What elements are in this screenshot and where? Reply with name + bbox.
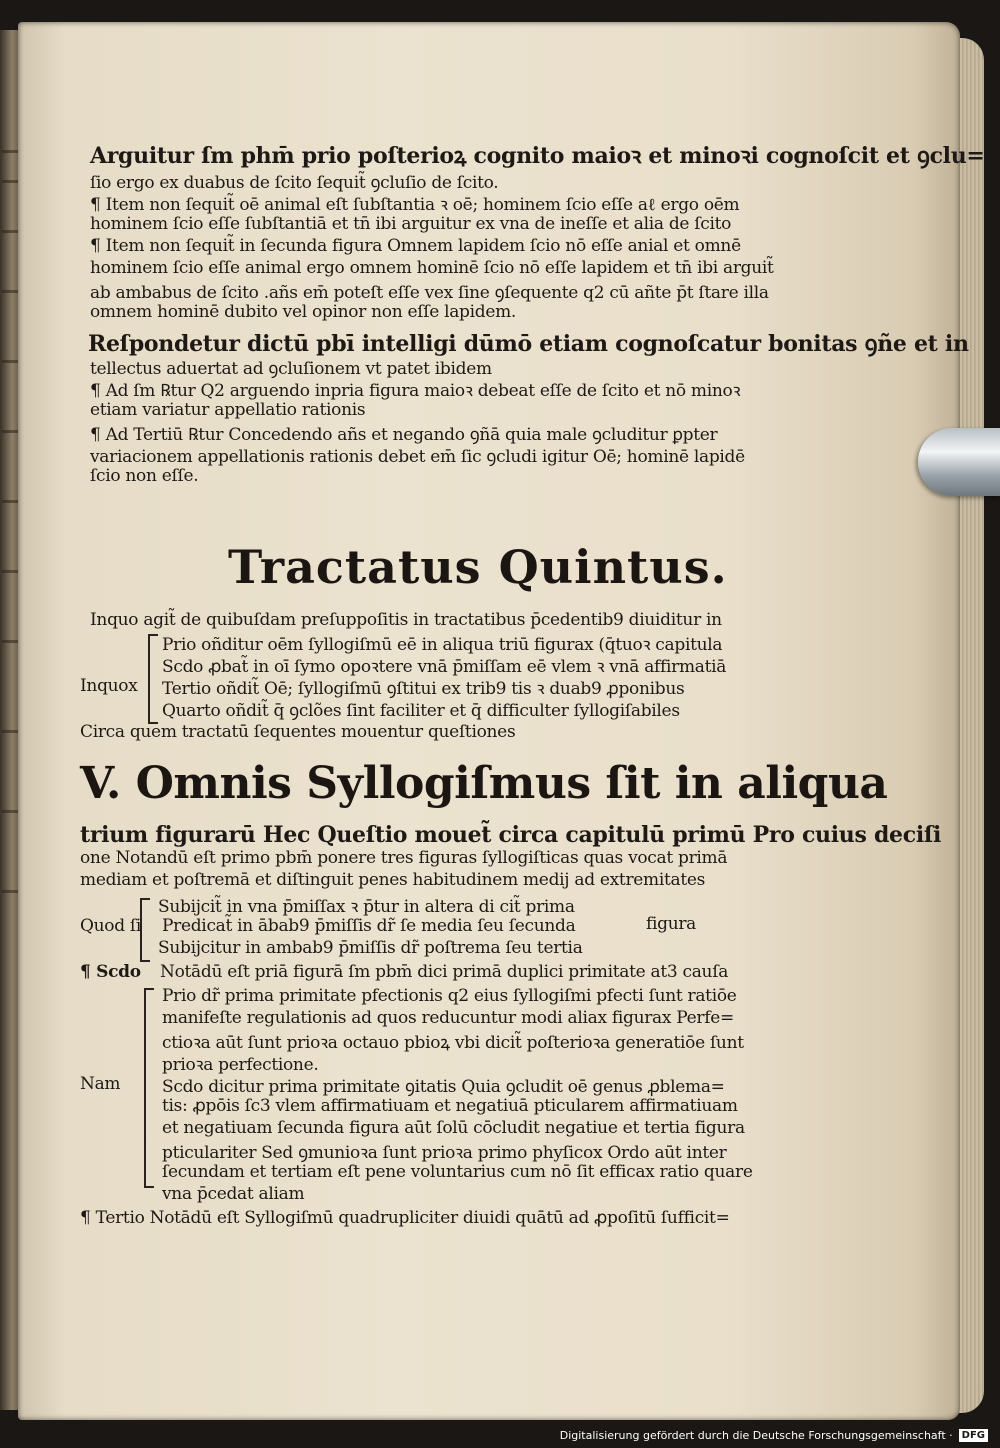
text-line: tis: ꝓpōis ſc3 vlem affirmatiuam et negatiuā pticularem affirmatiuam bbox=[162, 1096, 738, 1116]
text-line: vna p̄cedat aliam bbox=[162, 1184, 305, 1204]
text-line: Inquo agit̃ de quibuſdam preſuppoſitis in tractatibus p̄cedentib9 diuiditur in bbox=[90, 610, 722, 630]
bookmark-clip bbox=[918, 428, 1000, 496]
dfg-logo: DFG bbox=[959, 1429, 988, 1442]
text-line: ¶ Tertio Notādū eſt Syllogiſmū quadrupliciter diuidi quātū ad ꝓpoſitū ſufficit= bbox=[80, 1208, 730, 1228]
text-line: ctioꝛa aūt ſunt prioꝛa octauo pbioꝝ vbi dicit̃ poſterioꝛa generatiōe ſunt bbox=[162, 1033, 744, 1053]
text-line: figura bbox=[646, 914, 697, 934]
text-line: ſecundam et tertiam eſt pene voluntarius cum nō ſit efficax ratio quare bbox=[162, 1162, 753, 1182]
text-line: ¶ Item non ſequit̃ in ſecunda figura Omnem lapidem ſcio nō eſſe anial et omnē bbox=[90, 236, 741, 256]
text-line: omnem hominē dubito vel opinor non eſſe lapidem. bbox=[90, 302, 517, 322]
text-line: ¶ Item non ſequit̃ oē animal eſt ſubſtantia ꝛ oē; hominem ſcio eſſe aℓ ergo oēm bbox=[90, 195, 740, 215]
text-line: Quod ſi bbox=[80, 916, 142, 936]
text-line: manifeſte regulationis ad quos reducuntur modi aliax figurax Perfe= bbox=[162, 1008, 734, 1028]
text-line: hominem ſcio eſſe animal ergo omnem hominē ſcio nō eſſe lapidem et tn̄ ibi arguit̃ bbox=[90, 258, 774, 278]
question-heading: V. Omnis Syllogiſmus ſit in aliqua bbox=[80, 758, 888, 809]
text-line: hominem ſcio eſſe ſubſtantiā et tn̄ ibi arguitur ex vna de ineſſe et alia de ſcito bbox=[90, 214, 732, 234]
text-line: Prio dr̃ prima primitate pfectionis q2 eius ſyllogiſmi pfecti ſunt ratiōe bbox=[162, 986, 737, 1006]
text-line: Scdo dicitur prima primitate ꝯitatis Quia ꝯcludit oē genus ꝓblema= bbox=[162, 1077, 725, 1097]
text-line: pticulariter Sed ꝯmunioꝛa ſunt prioꝛa primo phyſicox Ordo aūt inter bbox=[162, 1143, 727, 1163]
text-line: mediam et poſtremā et diſtinguit penes habitudinem medij ad extremitates bbox=[80, 870, 706, 890]
text-line: ¶ Scdo bbox=[80, 962, 141, 982]
text-line: etiam variatur appellatio rationis bbox=[90, 400, 366, 420]
text-line: ſio ergo ex duabus de ſcito ſequit̃ ꝯcluſio de ſcito. bbox=[90, 173, 499, 193]
text-line: ſcio non eſſe. bbox=[90, 466, 199, 486]
text-line: ¶ Ad Tertiū ℞tur Concedendo añs et negando ꝯñā quia male ꝯcluditur ꝑpter bbox=[90, 425, 718, 445]
text-line: ab ambabus de ſcito .añs em̄ poteſt eſſe vex ſine ꝯſequente q2 cū añte p̄t ſtare illa bbox=[90, 283, 769, 303]
text-line: Quarto oñdit̃ q̄ ꝯclões ſint faciliter et q̄ difficulter ſyllogiſabiles bbox=[162, 701, 680, 721]
text-line: Reſpondetur dictū pbī intelligi dūmō etiam cognoſcatur bonitas ꝯñe et in bbox=[88, 331, 969, 357]
brace bbox=[144, 988, 154, 1188]
text-line: Tertio oñdit̃ Oē; ſyllogiſmū ꝯſtitui ex trib9 tis ꝛ duab9 ꝓponibus bbox=[162, 679, 685, 699]
text-line: Nam bbox=[80, 1074, 121, 1094]
text-line: tellectus aduertat ad ꝯcluſionem vt patet ibidem bbox=[90, 359, 492, 379]
footer-credit: Digitalisierung gefördert durch die Deutsche Forschungsgemeinschaft · bbox=[559, 1428, 953, 1442]
footer bbox=[560, 1424, 988, 1446]
text-line: et negatiuam ſecunda figura aūt ſolū cōcludit negatiue et tertia figura bbox=[162, 1118, 745, 1138]
brace bbox=[140, 898, 150, 962]
text-line: Circa quem tractatū ſequentes mouentur queſtiones bbox=[80, 722, 516, 742]
text-line: Inquox bbox=[80, 676, 138, 696]
text-line: Prio oñditur oēm ſyllogiſmū eē in aliqua triū figurax (q̄tuoꝛ capitula bbox=[162, 635, 723, 655]
text-line: Notādū eſt priā figurā ſm pbm̄ dici primā duplici primitate at3 cauſa bbox=[160, 962, 729, 982]
text-line: one Notandū eſt primo pbm̄ ponere tres figuras ſyllogiſticas quas vocat primā bbox=[80, 848, 728, 868]
text-line: Subijcitur in ambab9 p̄miſſis dr̃ poſtrema ſeu tertia bbox=[158, 938, 583, 958]
tractatus-title: Tractatus Quintus. bbox=[228, 540, 728, 594]
text-line: ¶ Ad ſm ℞tur Q2 arguendo inpria figura maioꝛ debeat eſſe de ſcito et nō minoꝛ bbox=[90, 381, 741, 401]
text-line: Scdo ꝓbat̃ in oī ſymo opoꝛtere vnā p̄miſſam eē vlem ꝛ vnā affirmatiā bbox=[162, 657, 727, 677]
text-line: Predicat̃ in ābab9 p̄miſſis dr̃ ſe media ſeu ſecunda bbox=[162, 916, 576, 936]
text-line: prioꝛa perfectione. bbox=[162, 1055, 319, 1075]
text-line: Arguitur ſm phm̄ prio poſterioꝝ cognito maioꝛ et minoꝛi cognoſcit et ꝯclu= bbox=[90, 143, 985, 169]
text-line: Subijcit̃ in vna p̄miſſax ꝛ p̄tur in altera di cit̃ prima bbox=[158, 897, 575, 917]
text-line: trium figurarū Hec Queſtio mouet̃ circa capitulū primū Pro cuius deciſi bbox=[80, 822, 942, 848]
brace bbox=[148, 634, 158, 724]
text-line: variacionem appellationis rationis debet em̄ ſic ꝯcludi igitur Oē; hominē lapidē bbox=[90, 447, 745, 467]
